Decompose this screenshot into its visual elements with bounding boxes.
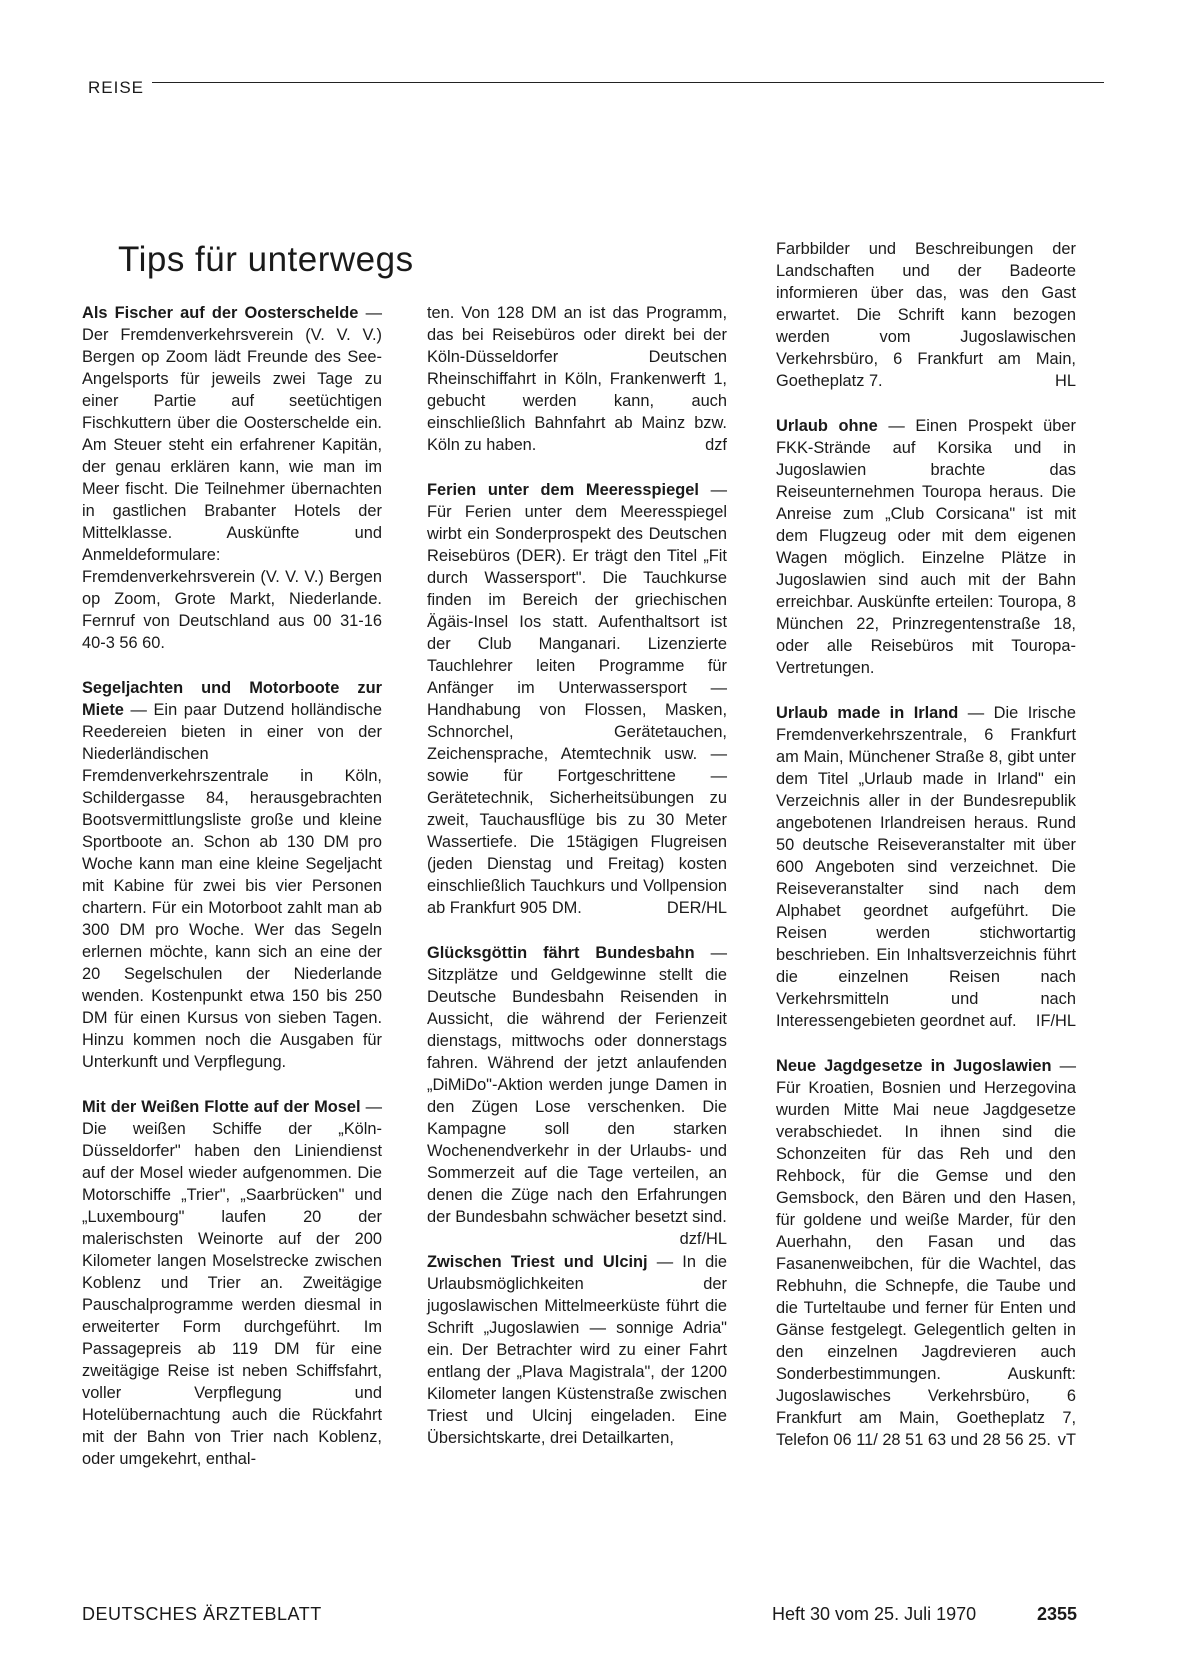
article-author: DER/HL (666, 899, 727, 917)
article-heading: Zwischen Triest und Ulcinj (427, 1253, 648, 1271)
article (776, 238, 1076, 392)
issue-info: Heft 30 vom 25. Juli 1970 (772, 1604, 977, 1624)
article-heading: Ferien unter dem Meeresspiegel (427, 481, 699, 499)
article-body: — Für Kroatien, Bosnien und Herzegovina wurden Mitte Mai neue Jagdgesetze verabschiedet. In ihnen sind die Schonzeiten für das Reh und den Rehbock, für die Gemse und den Gemsbock, den Bären und den Hasen, für goldene und weiße Marder, für den Auerhahn, den Fasan und das Fasanenweibchen, für die Wachtel, das Rebhuhn, die Schnepfe, die Taube und die Turteltaube und ferner für Enten und Gänse festgelegt. Gelegentlich gelten in den einzelnen Jagdrevieren auch Sonderbestimmungen. Auskunft: Jugoslawisches Verkehrsbüro, 6 Frankfurt am Main, Goetheplatz 7, Telefon 06 11/ 28 51 63 und 28 56 25. (776, 1057, 1077, 1449)
article-heading: Urlaub ohne (776, 417, 878, 435)
article (427, 302, 727, 456)
article-body: ten. Von 128 DM an ist das Programm, das bei Reisebüros oder direkt bei der Köln-Düsseldorfer Deutschen Rheinschiffahrt in Köln, Frankenwerft 1, gebucht werden kann, auch einschließlich Bahnfahrt ab Mainz bzw. Köln zu haben. (427, 304, 727, 454)
article-body: — Die weißen Schiffe der „Köln-Düsseldorfer" haben den Liniendienst auf der Mosel wieder aufgenommen. Die Motorschiffe „Trier", „Saarbrücken" und „Luxembourg" laufen 20 der malerischsten Weinorte auf der 200 Kilometer langen Moselstrecke zwischen Koblenz und Trier an. Zweitägige Pauschalprogramme werden diesmal in erweiterter Form durchgeführt. Im Passagepreis ab 119 DM für eine zweitägige Reise ist neben Schiffsfahrt, voller Verpflegung und Hotelübernachtung auch die Rückfahrt mit der Bahn von Trier nach Koblenz, oder umgekehrt, enthal- (82, 1098, 382, 1468)
article-body: — Der Fremdenverkehrsverein (V. V. V.) Bergen op Zoom lädt Freunde des See-Angelsports für jeweils zwei Tage zu einer Partie auf seetüchtigen Fischkuttern über die Oosterschelde ein. Am Steuer steht ein erfahrener Kapitän, der genau erklären kann, wie man im Meer fischt. Die Teilnehmer übernachten in gastlichen Brabanter Hotels der Mittelklasse. Auskünfte und Anmeldeformulare: Fremdenverkehrsverein (V. V. V.) Bergen op Zoom, Grote Markt, Niederlande. Fernruf von Deutschland aus 00 31-16 40-3 56 60. (82, 304, 382, 652)
article-author: dzf (705, 436, 727, 454)
column-3 (776, 238, 1076, 1474)
article (82, 677, 382, 1073)
article-heading: Segeljachten und Motorboote zur Miete (82, 679, 382, 719)
header-rule (152, 82, 1104, 83)
article (82, 1096, 382, 1470)
article (427, 1251, 727, 1449)
page-number: 2355 (1037, 1604, 1078, 1624)
article-author: vT (1057, 1431, 1076, 1449)
article-body: — Für Ferien unter dem Meeresspiegel wirbt ein Sonderprospekt des Deutschen Reisebüros (DER). Er trägt den Titel „Fit durch Wassersport". Die Tauchkurse finden im Bereich der griechischen Ägäis-Insel Ios statt. Aufenthaltsort ist der Club Manganari. Lizenzierte Tauchlehrer leiten Programme für Anfänger im Unterwassersport — Handhabung von Flossen, Masken, Schnorchel, Gerätetauchen, Zeichensprache, Atemtechnik usw. — sowie für Fortgeschrittene — Gerätetechnik, Sicherheitsübungen zu zweit, Tauchausflüge bis zu 30 Meter Wassertiefe. Die 15tägigen Flugreisen (jeden Dienstag und Freitag) kosten einschließlich Tauchkurs und Vollpension ab Frankfurt 905 DM. (427, 481, 727, 917)
article-author: dzf/HL (679, 1230, 727, 1248)
article-body: — Ein paar Dutzend holländische Reedereien bieten in einer von der Niederländischen Fremdenverkehrszentrale in Köln, Schildergasse 84, herausgebrachten Bootsvermittlungsliste große und kleine Sportboote an. Schon ab 130 DM pro Woche kann man eine kleine Segeljacht mit Kabine für zwei bis vier Personen chartern. Für ein Motorboot zahlt man ab 300 DM pro Woche. Wer das Segeln erlernen möchte, kann sich an eine der 20 Segelschulen der Niederlande wenden. Kostenpunkt etwa 150 bis 250 DM für einen Kursus von sieben Tagen. Hinzu kommen noch die Ausgaben für Unterkunft und Verpflegung. (82, 701, 382, 1071)
page-title: Tips für unterwegs (118, 240, 414, 279)
article-heading: Neue Jagdgesetze in Jugoslawien (776, 1057, 1052, 1075)
article-body: — Sitzplätze und Geldgewinne stellt die Deutsche Bundesbahn Reisenden in Aussicht, die während der Ferienzeit dienstags, mittwochs oder donnerstags fahren. Während der jetzt anlaufenden „DiMiDo"-Aktion werden junge Damen in den Zügen Lose verschenken. Die Kampagne soll den starken Wochenendverkehr in der Urlaubs- und Sommerzeit auf die Tage verteilen, an denen die Züge nach den Erfahrungen der Bundesbahn schwächer besetzt sind. (427, 944, 727, 1226)
page-footer (82, 1604, 1102, 1628)
article-author: IF/HL (1035, 1012, 1076, 1030)
section-label: REISE (88, 78, 145, 97)
column-2 (427, 302, 727, 1472)
article-heading: Mit der Weißen Flotte auf der Mosel (82, 1098, 361, 1116)
article (776, 1055, 1076, 1451)
article-heading: Urlaub made in Irland (776, 704, 959, 722)
article (427, 942, 727, 1248)
article-body: — In die Urlaubsmöglichkeiten der jugoslawischen Mittelmeerküste führt die Schrift „Jugoslawien — sonnige Adria" ein. Der Betrachter wird zu einer Fahrt entlang der „Plava Magistrala", der 1200 Kilometer langen Küstenstraße zwischen Triest und Ulcinj eingeladen. Eine Übersichtskarte, drei Detailkarten, (427, 1253, 727, 1447)
article-body: — Die Irische Fremdenverkehrszentrale, 6 Frankfurt am Main, Münchener Straße 8, gibt unter dem Titel „Urlaub made in Irland" ein Verzeichnis aller in der Bundesrepublik angebotenen Irlandreisen heraus. Rund 50 deutsche Reiseveranstalter mit über 600 Angeboten sind verzeichnet. Die Reiseveranstalter sind nach dem Alphabet geordnet aufgeführt. Die Reisen werden stichwortartig beschrieben. Ein Inhaltsverzeichnis führt die einzelnen Reisen nach Verkehrsmitteln und nach Interessengebieten geordnet auf. (776, 704, 1076, 1030)
article (776, 702, 1076, 1032)
article (776, 415, 1076, 679)
article-body: — Einen Prospekt über FKK-Strände auf Korsika und in Jugoslawien brachte das Reiseunternehmen Touropa heraus. Die Anreise zum „Club Corsicana" ist mit dem Flugzeug oder mit dem eigenen Wagen möglich. Einzelne Plätze in Jugoslawien sind auch mit der Bahn erreichbar. Auskünfte erteilen: Touropa, 8 München 22, Prinzregentenstraße 18, oder alle Reisebüros mit Touropa-Vertretungen. (776, 417, 1076, 677)
article-body: Farbbilder und Beschreibungen der Landschaften und der Badeorte informieren über das, was den Gast erwartet. Die Schrift kann bezogen werden vom Jugoslawischen Verkehrsbüro, 6 Frankfurt am Main, Goetheplatz 7. (776, 240, 1076, 390)
article-heading: Glücksgöttin fährt Bundesbahn (427, 944, 695, 962)
publication-name: DEUTSCHES ÄRZTEBLATT (82, 1604, 322, 1624)
article-author: HL (1055, 372, 1076, 390)
column-1 (82, 302, 382, 1493)
article-heading: Als Fischer auf der Oosterschelde (82, 304, 359, 322)
article (427, 479, 727, 919)
section-header (88, 78, 1104, 104)
article (82, 302, 382, 654)
